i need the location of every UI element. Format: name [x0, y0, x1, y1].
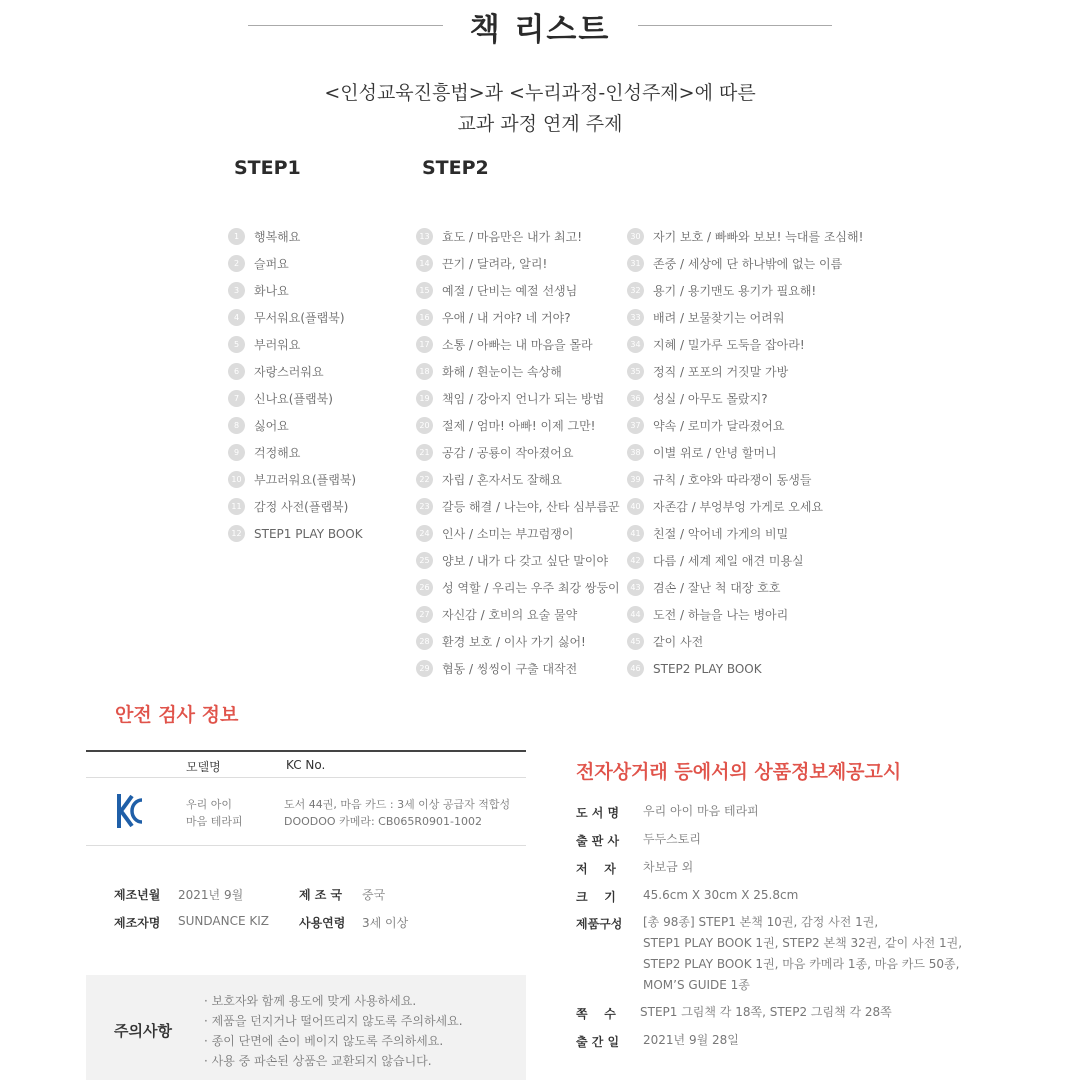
- notice-value-line: 우리 아이 마음 테라피: [643, 804, 759, 818]
- book-number-badge: 43: [627, 579, 644, 596]
- book-list-item: [228, 304, 363, 331]
- notice-value-line: 차보금 외: [643, 860, 694, 874]
- book-title: 화해 / 흰눈이는 속상해: [442, 365, 562, 379]
- book-list-item: [416, 250, 620, 277]
- book-list-item: [627, 385, 863, 412]
- book-list-item: [228, 520, 363, 547]
- book-number-badge: 37: [627, 417, 644, 434]
- book-number-badge: 15: [416, 282, 433, 299]
- caution-label: 주의사항: [114, 1022, 172, 1040]
- book-title: 이별 위로 / 안녕 할머니: [653, 446, 777, 460]
- book-title: 용기 / 용기맨도 용기가 필요해!: [653, 284, 817, 298]
- book-number-badge: 44: [627, 606, 644, 623]
- book-number-badge: 31: [627, 255, 644, 272]
- book-list-item: [416, 601, 620, 628]
- book-number-badge: 19: [416, 390, 433, 407]
- book-number-badge: 41: [627, 525, 644, 542]
- book-number-badge: 29: [416, 660, 433, 677]
- title-row: [0, 0, 1080, 52]
- book-title: 자존감 / 부엉부엉 가게로 오세요: [653, 500, 823, 514]
- book-title: 협동 / 씽씽이 구출 대작전: [442, 662, 578, 676]
- book-number-badge: 42: [627, 552, 644, 569]
- book-title: 친절 / 악어네 가게의 비밀: [653, 527, 789, 541]
- book-title: 걱정해요: [254, 446, 301, 460]
- book-list-item: [416, 412, 620, 439]
- book-list-item: [627, 655, 863, 682]
- caution-list: [204, 991, 463, 1071]
- book-title: 성 역할 / 우리는 우주 최강 쌍둥이: [442, 581, 620, 595]
- caution-box: [86, 975, 526, 1080]
- book-list-item: [416, 385, 620, 412]
- notice-label: 출 간 일: [576, 1035, 620, 1049]
- book-list-item: [228, 385, 363, 412]
- book-number-badge: 13: [416, 228, 433, 245]
- book-title: 절제 / 엄마! 아빠! 이제 그만!: [442, 419, 596, 433]
- book-list-column-3: [627, 223, 863, 682]
- mfg-date-value: 2021년 9월: [178, 888, 244, 902]
- notice-value-line: [총 98종] STEP1 본책 10권, 감정 사전 1권,: [643, 915, 879, 929]
- book-list-item: [627, 250, 863, 277]
- book-list-item: [416, 439, 620, 466]
- book-list-item: [627, 520, 863, 547]
- step1-heading: STEP1: [230, 157, 305, 182]
- notice-label: 쪽 수: [576, 1007, 616, 1021]
- table-divider: [86, 777, 526, 778]
- book-title: STEP1 PLAY BOOK: [254, 526, 363, 541]
- title-divider-right: [638, 25, 832, 26]
- book-number-badge: 8: [228, 417, 245, 434]
- book-title: 양보 / 내가 다 갖고 싶단 말이야: [442, 554, 609, 568]
- table-bottom-border: [86, 845, 526, 846]
- book-list-item: [627, 466, 863, 493]
- page-title: 책 리스트: [469, 12, 611, 48]
- caution-item: · 종이 단면에 손이 베이지 않도록 주의하세요.: [204, 1034, 444, 1048]
- notice-value-line: STEP1 PLAY BOOK 1권, STEP2 본책 32권, 같이 사전 1권,: [643, 936, 963, 950]
- book-title: 책임 / 강아지 언니가 되는 방법: [442, 392, 605, 406]
- country-label: 제 조 국: [299, 888, 343, 902]
- model-header: 모델명: [186, 760, 221, 774]
- book-number-badge: 3: [228, 282, 245, 299]
- book-number-badge: 46: [627, 660, 644, 677]
- book-list-item: [416, 277, 620, 304]
- product-notice-title: 전자상거래 등에서의 상품정보제공고시: [576, 761, 902, 783]
- book-list-item: [627, 547, 863, 574]
- book-title: 예절 / 단비는 예절 선생님: [442, 284, 578, 298]
- notice-value-line: STEP1 그림책 각 18쪽, STEP2 그림책 각 28쪽: [640, 1005, 892, 1019]
- book-title: 환경 보호 / 이사 가기 싫어!: [442, 635, 586, 649]
- book-list-item: [416, 547, 620, 574]
- book-number-badge: 36: [627, 390, 644, 407]
- notice-value: [643, 829, 701, 850]
- book-title: 배려 / 보물찾기는 어려워: [653, 311, 785, 325]
- book-list-item: [228, 358, 363, 385]
- book-list-item: [416, 304, 620, 331]
- notice-value: [643, 801, 759, 822]
- book-list-item: [228, 250, 363, 277]
- book-number-badge: 40: [627, 498, 644, 515]
- book-list-item: [416, 520, 620, 547]
- book-list-item: [416, 655, 620, 682]
- book-list-item: [627, 331, 863, 358]
- notice-label: 크 기: [576, 890, 616, 904]
- kc-number-value: 도서 44권, 마음 카드 : 3세 이상 공급자 적합성 DOODOO 카메라: CB065R0901-1002: [284, 798, 511, 828]
- book-number-badge: 18: [416, 363, 433, 380]
- caution-item: · 사용 중 파손된 상품은 교환되지 않습니다.: [204, 1054, 432, 1068]
- book-list-item: [228, 439, 363, 466]
- notice-value-line: 두두스토리: [643, 832, 701, 846]
- book-title: 정직 / 포포의 거짓말 가방: [653, 365, 789, 379]
- notice-value-line: 2021년 9월 28일: [643, 1033, 739, 1047]
- book-list-item: [627, 574, 863, 601]
- book-number-badge: 12: [228, 525, 245, 542]
- book-title: 자기 보호 / 빠빠와 보보! 늑대를 조심해!: [653, 230, 864, 244]
- safety-title: 안전 검사 정보: [115, 704, 239, 726]
- book-number-badge: 11: [228, 498, 245, 515]
- book-number-badge: 16: [416, 309, 433, 326]
- book-list-item: [416, 628, 620, 655]
- book-title: 부러워요: [254, 338, 301, 352]
- book-title: 도전 / 하늘을 나는 병아리: [653, 608, 789, 622]
- book-number-badge: 22: [416, 471, 433, 488]
- book-title: 감정 사전(플랩북): [254, 500, 349, 514]
- book-title: 자신감 / 호비의 요술 물약: [442, 608, 578, 622]
- age-label: 사용연령: [299, 916, 346, 930]
- book-title: 행복해요: [254, 230, 301, 244]
- book-number-badge: 6: [228, 363, 245, 380]
- book-number-badge: 9: [228, 444, 245, 461]
- book-title: 소통 / 아빠는 내 마음을 몰라: [442, 338, 593, 352]
- notice-value: [643, 885, 798, 906]
- caution-item: · 보호자와 함께 용도에 맞게 사용하세요.: [204, 994, 417, 1008]
- model-name-value: 우리 아이 마음 테라피: [186, 798, 243, 828]
- book-number-badge: 10: [228, 471, 245, 488]
- notice-value: [643, 857, 693, 878]
- subtitle: [0, 78, 1080, 140]
- book-title: 효도 / 마음만은 내가 최고!: [442, 230, 583, 244]
- book-list-item: [627, 601, 863, 628]
- book-list-item: [228, 277, 363, 304]
- book-number-badge: 45: [627, 633, 644, 650]
- step2-heading: STEP2: [418, 157, 493, 182]
- book-title: 존중 / 세상에 단 하나밖에 없는 이름: [653, 257, 843, 271]
- book-title: 슬퍼요: [254, 257, 289, 271]
- book-number-badge: 27: [416, 606, 433, 623]
- notice-value: [640, 1002, 892, 1023]
- notice-value: [643, 912, 962, 996]
- book-number-badge: 24: [416, 525, 433, 542]
- book-title: 싫어요: [254, 419, 289, 433]
- table-top-border: [86, 750, 526, 752]
- book-number-badge: 32: [627, 282, 644, 299]
- book-title: STEP2 PLAY BOOK: [653, 661, 762, 676]
- notice-value-line: STEP2 PLAY BOOK 1권, 마음 카메라 1종, 마음 카드 50종,: [643, 957, 960, 971]
- book-title: 같이 사전: [653, 635, 704, 649]
- book-number-badge: 1: [228, 228, 245, 245]
- mfg-date-label: 제조년월: [114, 888, 161, 902]
- book-title: 규칙 / 호야와 따라쟁이 동생들: [653, 473, 812, 487]
- book-list-item: [416, 574, 620, 601]
- notice-label: 제품구성: [576, 917, 623, 931]
- maker-label: 제조자명: [114, 916, 161, 930]
- age-value: 3세 이상: [362, 916, 409, 930]
- book-list-item: [416, 466, 620, 493]
- book-number-badge: 34: [627, 336, 644, 353]
- book-number-badge: 7: [228, 390, 245, 407]
- notice-label: 출 판 사: [576, 834, 620, 848]
- book-number-badge: 14: [416, 255, 433, 272]
- book-list-item: [416, 223, 620, 250]
- notice-label: 도 서 명: [576, 806, 620, 820]
- book-number-badge: 33: [627, 309, 644, 326]
- book-list-item: [627, 277, 863, 304]
- book-number-badge: 25: [416, 552, 433, 569]
- country-value: 중국: [362, 888, 386, 902]
- book-number-badge: 17: [416, 336, 433, 353]
- book-list-item: [627, 304, 863, 331]
- book-title: 약속 / 로미가 달라졌어요: [653, 419, 785, 433]
- book-number-badge: 28: [416, 633, 433, 650]
- book-number-badge: 23: [416, 498, 433, 515]
- book-number-badge: 30: [627, 228, 644, 245]
- book-title: 다름 / 세계 제일 애견 미용실: [653, 554, 804, 568]
- book-title: 겸손 / 잘난 척 대장 호호: [653, 581, 781, 595]
- book-number-badge: 20: [416, 417, 433, 434]
- book-list-item: [228, 223, 363, 250]
- book-list-item: [627, 493, 863, 520]
- book-title: 끈기 / 달려라, 알리!: [442, 257, 548, 271]
- book-number-badge: 26: [416, 579, 433, 596]
- book-list-item: [228, 466, 363, 493]
- book-title: 우애 / 내 거야? 네 거야?: [442, 311, 571, 325]
- book-title: 신나요(플랩북): [254, 392, 333, 406]
- kc-mark-icon: [116, 790, 144, 832]
- book-number-badge: 35: [627, 363, 644, 380]
- kc-header: KC No.: [286, 758, 326, 772]
- book-title: 인사 / 소미는 부끄럼쟁이: [442, 527, 574, 541]
- book-list-item: [228, 331, 363, 358]
- book-list-item: [627, 358, 863, 385]
- book-title: 무서워요(플랩북): [254, 311, 345, 325]
- subtitle-line-2: 교과 과정 연계 주제: [457, 113, 623, 135]
- notice-value-line: 45.6cm X 30cm X 25.8cm: [643, 888, 799, 902]
- book-number-badge: 2: [228, 255, 245, 272]
- book-list-item: [627, 439, 863, 466]
- maker-value: SUNDANCE KIZ: [178, 914, 269, 928]
- book-list-item: [228, 412, 363, 439]
- notice-value-line: MOM’S GUIDE 1종: [643, 978, 750, 992]
- book-list-item: [627, 412, 863, 439]
- book-list-item: [416, 358, 620, 385]
- book-list-item: [627, 628, 863, 655]
- book-title: 화나요: [254, 284, 289, 298]
- book-list-item: [416, 331, 620, 358]
- book-list-item: [228, 493, 363, 520]
- book-list-column-2: [416, 223, 620, 682]
- book-title: 갈등 해결 / 나는야, 산타 심부름꾼: [442, 500, 620, 514]
- notice-value: [643, 1030, 739, 1051]
- book-number-badge: 39: [627, 471, 644, 488]
- book-number-badge: 5: [228, 336, 245, 353]
- book-number-badge: 21: [416, 444, 433, 461]
- book-number-badge: 38: [627, 444, 644, 461]
- book-title: 부끄러워요(플랩북): [254, 473, 357, 487]
- book-list-item: [627, 223, 863, 250]
- book-title: 지혜 / 밀가루 도둑을 잡아라!: [653, 338, 805, 352]
- book-title: 자랑스러워요: [254, 365, 324, 379]
- subtitle-line-1: <인성교육진흥법>과 <누리과정-인성주제>에 따른: [324, 82, 756, 104]
- book-title: 자립 / 혼자서도 잘해요: [442, 473, 562, 487]
- book-title: 공감 / 공룡이 작아졌어요: [442, 446, 574, 460]
- caution-item: · 제품을 던지거나 떨어뜨리지 않도록 주의하세요.: [204, 1014, 463, 1028]
- notice-label: 저 자: [576, 862, 616, 876]
- book-number-badge: 4: [228, 309, 245, 326]
- book-title: 성실 / 아무도 몰랐지?: [653, 392, 768, 406]
- book-list-item: [416, 493, 620, 520]
- book-list-column-1: [228, 223, 363, 547]
